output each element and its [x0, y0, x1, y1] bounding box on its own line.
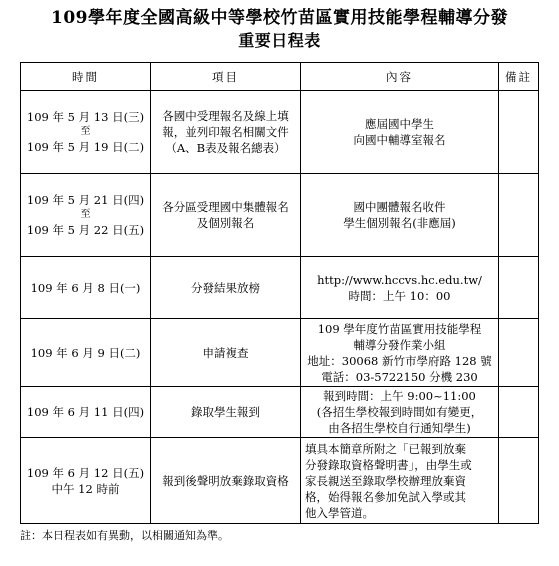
item-cell [151, 387, 301, 438]
time-line: 109 年 5 月 21 日(四) [26, 193, 145, 207]
content-line: 應屆國中學生 [365, 117, 434, 131]
time-line: 109 年 6 月 9 日(二) [30, 345, 141, 360]
item-cell [151, 174, 301, 257]
item-line: （A、B表及報名總表） [165, 141, 286, 155]
item-cell [151, 257, 301, 319]
time-cell [21, 387, 151, 438]
time-line: 至 [80, 126, 91, 137]
item-line: 報到後聲明放棄錄取資格 [162, 473, 289, 488]
content-line: 向國中輔導室報名 [353, 133, 446, 147]
table-row [21, 319, 539, 387]
time-cell [21, 438, 151, 524]
content-cell [301, 174, 499, 257]
item-line: 及個別報名 [196, 216, 255, 230]
time-line: 109 年 6 月 11 日(四) [26, 405, 145, 419]
table-row [21, 438, 539, 524]
header-content: 內容 [301, 63, 499, 91]
table-row [21, 387, 539, 438]
item-line: 分發結果放榜 [191, 280, 260, 295]
header-time: 時間 [21, 63, 151, 91]
time-line: 109 年 5 月 19 日(二) [26, 140, 145, 154]
content-cell [301, 438, 499, 524]
content-line: 填具本簡章所附之「已報到放棄 [305, 441, 466, 456]
content-cell [301, 257, 499, 319]
content-line: 他入學管道。 [305, 505, 374, 520]
content-line: 輔導分發作業小組 [353, 337, 446, 352]
content-line: 家長親送至錄取學校辦理放棄資 [305, 473, 466, 488]
remark-cell [499, 438, 539, 524]
table-row [21, 174, 539, 257]
item-line: 報，並列印報名相關文件 [162, 125, 289, 139]
content-line: 109 學年度竹苗區實用技能學程 [317, 321, 482, 336]
content-line: 由各招生學校自行通知學生) [328, 421, 471, 435]
table-row [21, 257, 539, 319]
table-row [21, 91, 539, 174]
content-line: 地址：30068 新竹市學府路 128 號 [307, 353, 492, 368]
time-line: 至 [80, 209, 91, 220]
item-cell [151, 438, 301, 524]
item-cell [151, 91, 301, 174]
content-cell [301, 319, 499, 387]
schedule-table [20, 62, 539, 524]
content-line: 分發錄取資格聲明書」，由學生或 [305, 457, 472, 472]
content-url: http://www.hccvs.hc.edu.tw/ [317, 272, 482, 287]
time-cell [21, 257, 151, 319]
remark-cell [499, 387, 539, 438]
remark-cell [499, 319, 539, 387]
content-line: (各招生學校報到時間如有變更， [316, 405, 483, 419]
remark-cell [499, 174, 539, 257]
time-cell [21, 319, 151, 387]
header-item: 項目 [151, 63, 301, 91]
footnote: 註：本日程表如有異動，以相關通知為準。 [20, 529, 229, 542]
time-line: 109 年 6 月 8 日(一) [30, 280, 141, 295]
item-line: 申請複查 [202, 345, 249, 360]
time-line: 109 年 5 月 13 日(三) [26, 110, 145, 124]
item-line: 各分區受理國中集體報名 [162, 200, 289, 214]
item-line: 各國中受理報名及線上填 [162, 109, 289, 123]
header-row [21, 63, 539, 91]
time-cell [21, 91, 151, 174]
document-subtitle: 重要日程表 [238, 31, 321, 50]
header-remark: 備註 [499, 63, 539, 91]
content-line: 學生個別報名(非應屆) [343, 216, 456, 230]
content-line: 報到時間：上午 9:00~11:00 [323, 389, 476, 403]
item-cell [151, 319, 301, 387]
time-line: 109 年 5 月 22 日(五) [26, 223, 145, 237]
content-cell [301, 387, 499, 438]
remark-cell [499, 257, 539, 319]
content-line: 國中團體報名收件 [353, 200, 446, 214]
content-cell [301, 91, 499, 174]
content-line: 格，始得報名參加免試入學或其 [305, 489, 466, 504]
time-cell [21, 174, 151, 257]
time-line: 109 年 6 月 12 日(五) [26, 465, 145, 480]
item-line: 錄取學生報到 [191, 405, 260, 419]
remark-cell [499, 91, 539, 174]
content-line: 時間：上午 10：00 [348, 288, 451, 303]
content-line: 電話：03-5722150 分機 230 [321, 369, 478, 384]
document-title: 109學年度全國高級中等學校竹苗區實用技能學程輔導分發 [51, 8, 508, 28]
time-line: 中午 12 時前 [51, 481, 120, 496]
